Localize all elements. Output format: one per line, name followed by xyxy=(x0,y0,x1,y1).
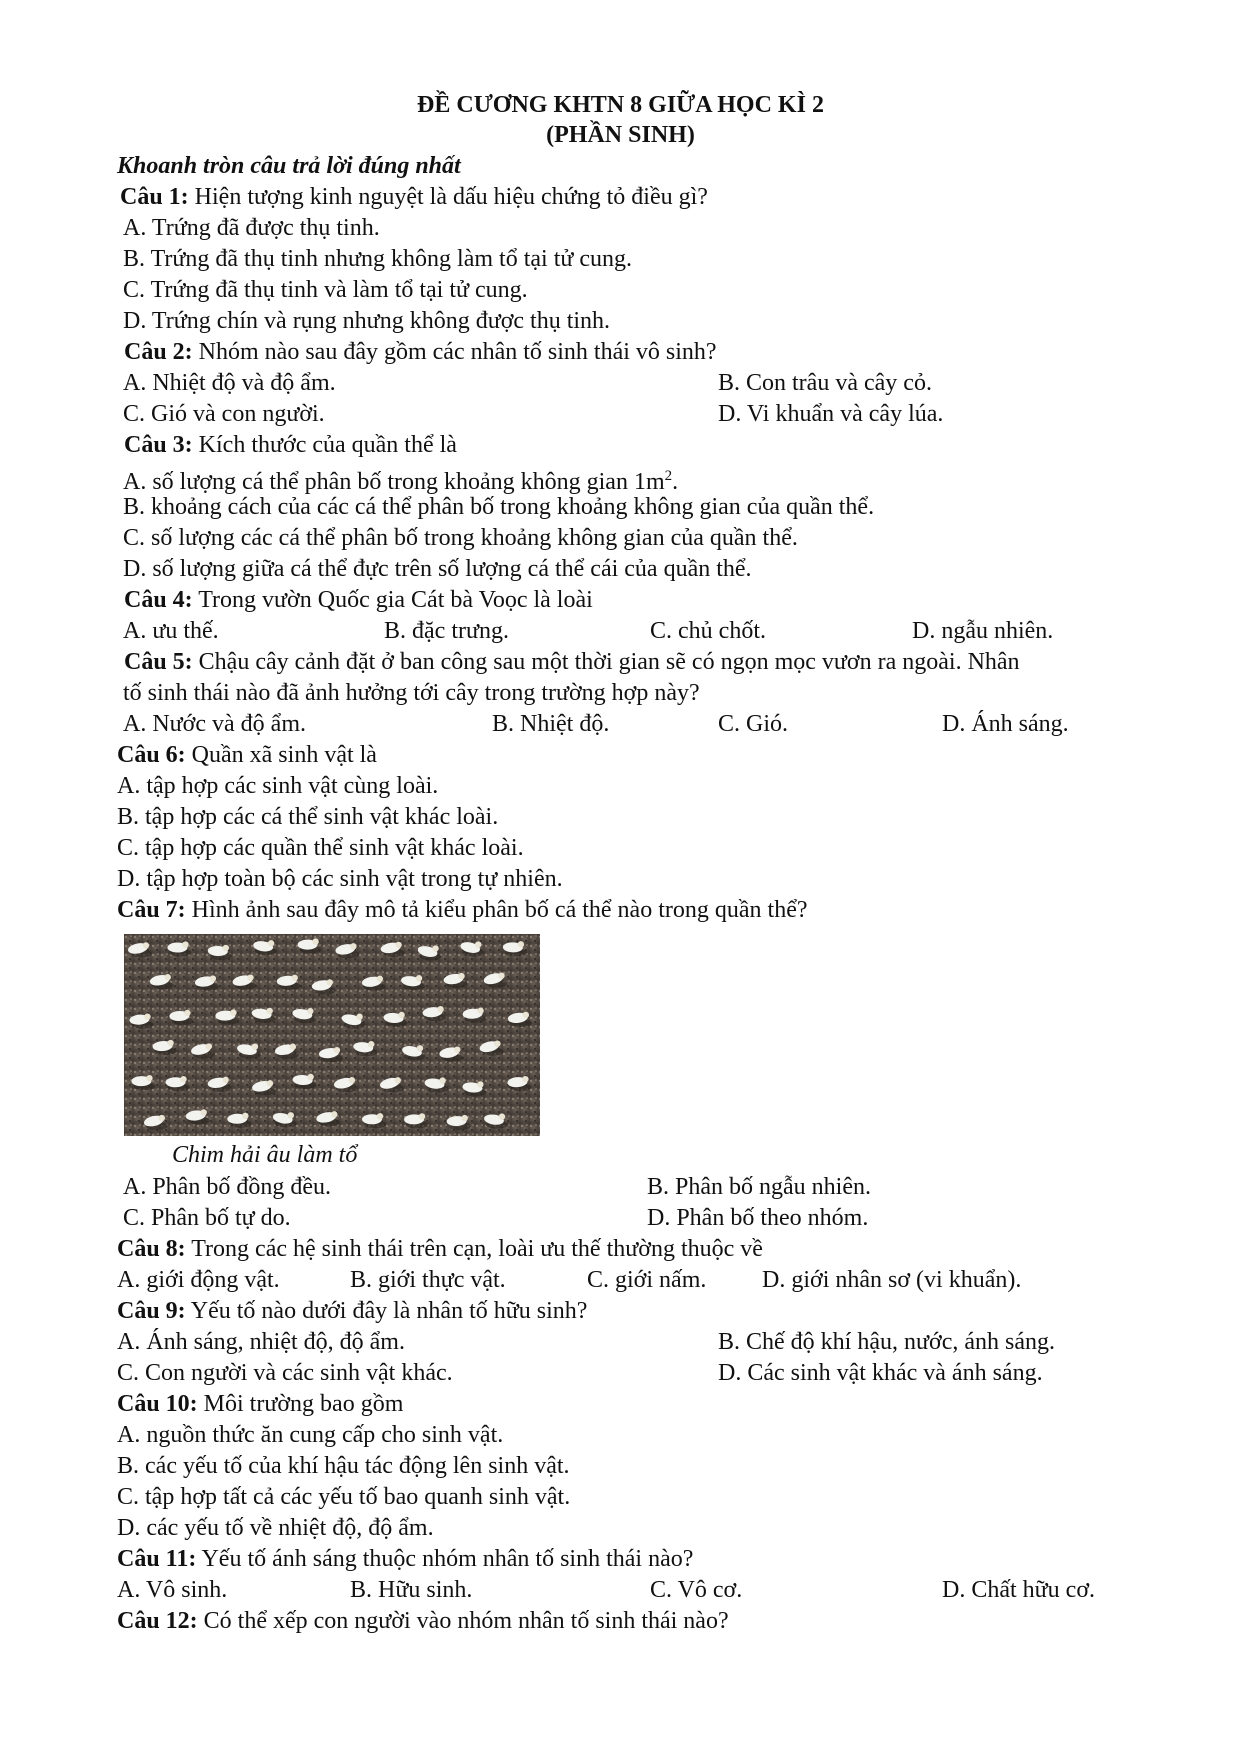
question-4 xyxy=(124,585,593,615)
option-2b: B. Con trâu và cây cỏ. xyxy=(718,370,932,396)
option-3d: D. số lượng giữa cá thể đực trên số lượng cá thể cái của quần thể. xyxy=(123,556,752,582)
question-text: Trong các hệ sinh thái trên cạn, loài ưu thế thường thuộc về xyxy=(185,1236,763,1262)
option-text: A. số lượng cá thể phân bố trong khoảng không gian 1m xyxy=(123,469,665,495)
question-label: Câu 10: xyxy=(117,1391,198,1417)
option-6c: C. tập hợp các quần thể sinh vật khác loài. xyxy=(117,835,524,861)
option-6a: A. tập hợp các sinh vật cùng loài. xyxy=(117,773,439,799)
option-5b: B. Nhiệt độ. xyxy=(492,711,610,737)
option-10d: D. các yếu tố về nhiệt độ, độ ẩm. xyxy=(117,1515,434,1541)
option-1b: B. Trứng đã thụ tinh nhưng không làm tổ tại tử cung. xyxy=(123,246,633,272)
option-10c: C. tập hợp tất cả các yếu tố bao quanh sinh vật. xyxy=(117,1484,571,1510)
question-2 xyxy=(124,337,717,367)
option-11a: A. Vô sinh. xyxy=(117,1577,228,1603)
seabird-colony-photo xyxy=(124,934,540,1136)
option-5a: A. Nước và độ ẩm. xyxy=(123,711,306,737)
option-6b: B. tập hợp các cá thể sinh vật khác loài. xyxy=(117,804,499,830)
question-11 xyxy=(117,1544,693,1574)
option-5c: C. Gió. xyxy=(718,711,789,737)
question-text: Yếu tố nào dưới đây là nhân tố hữu sinh? xyxy=(185,1298,588,1324)
question-label: Câu 5: xyxy=(124,649,193,675)
question-text: Môi trường bao gồm xyxy=(197,1391,404,1417)
option-tail: . xyxy=(672,469,679,495)
option-2a: A. Nhiệt độ và độ ẩm. xyxy=(123,370,336,396)
option-2c: C. Gió và con người. xyxy=(123,401,325,427)
question-10 xyxy=(117,1389,403,1419)
option-9d: D. Các sinh vật khác và ánh sáng. xyxy=(718,1360,1043,1386)
question-9 xyxy=(117,1296,587,1326)
question-8 xyxy=(117,1234,763,1264)
question-text: Nhóm nào sau đây gồm các nhân tố sinh thái vô sinh? xyxy=(192,339,717,365)
option-4d: D. ngẫu nhiên. xyxy=(912,618,1054,644)
question-1 xyxy=(120,182,708,212)
question-3 xyxy=(124,430,457,460)
question-12 xyxy=(117,1606,729,1636)
question-7 xyxy=(117,895,808,925)
option-1a: A. Trứng đã được thụ tinh. xyxy=(123,215,380,241)
document-title: ĐỀ CƯƠNG KHTN 8 GIỮA HỌC KÌ 2 xyxy=(417,92,824,118)
question-text: Quần xã sinh vật là xyxy=(185,742,377,768)
option-4b: B. đặc trưng. xyxy=(384,618,509,644)
option-6d: D. tập hợp toàn bộ các sinh vật trong tự nhiên. xyxy=(117,866,563,892)
question-label: Câu 8: xyxy=(117,1236,186,1262)
option-8c: C. giới nấm. xyxy=(587,1267,707,1293)
question-text: Có thể xếp con người vào nhóm nhân tố sinh thái nào? xyxy=(197,1608,729,1634)
question-5-cont: tố sinh thái nào đã ảnh hưởng tới cây trong trường hợp này? xyxy=(123,680,700,706)
image-caption: Chim hải âu làm tổ xyxy=(172,1142,358,1168)
question-label: Câu 3: xyxy=(124,432,193,458)
option-11b: B. Hữu sinh. xyxy=(350,1577,473,1603)
question-label: Câu 6: xyxy=(117,742,186,768)
option-8b: B. giới thực vật. xyxy=(350,1267,506,1293)
option-7d: D. Phân bố theo nhóm. xyxy=(647,1205,869,1231)
instruction: Khoanh tròn câu trả lời đúng nhất xyxy=(117,153,461,179)
option-7b: B. Phân bố ngẫu nhiên. xyxy=(647,1174,871,1200)
question-text: Hình ảnh sau đây mô tả kiểu phân bố cá thể nào trong quần thể? xyxy=(185,897,808,923)
question-label: Câu 12: xyxy=(117,1608,198,1634)
option-3b: B. khoảng cách của các cá thể phân bố trong khoảng không gian của quần thể. xyxy=(123,494,875,520)
option-11d: D. Chất hữu cơ. xyxy=(942,1577,1096,1603)
question-label: Câu 1: xyxy=(120,184,189,210)
option-4a: A. ưu thế. xyxy=(123,618,219,644)
option-9b: B. Chế độ khí hậu, nước, ánh sáng. xyxy=(718,1329,1055,1355)
option-2d: D. Vi khuẩn và cây lúa. xyxy=(718,401,944,427)
question-text: Hiện tượng kinh nguyệt là dấu hiệu chứng tỏ điều gì? xyxy=(188,184,708,210)
option-8d: D. giới nhân sơ (vi khuẩn). xyxy=(762,1267,1022,1293)
question-label: Câu 7: xyxy=(117,897,186,923)
option-9c: C. Con người và các sinh vật khác. xyxy=(117,1360,453,1386)
option-8a: A. giới động vật. xyxy=(117,1267,280,1293)
question-label: Câu 9: xyxy=(117,1298,186,1324)
question-text: Yếu tố ánh sáng thuộc nhóm nhân tố sinh thái nào? xyxy=(196,1546,694,1572)
question-6 xyxy=(117,740,377,770)
option-5d: D. Ánh sáng. xyxy=(942,711,1069,737)
option-3c: C. số lượng các cá thể phân bố trong khoảng không gian của quần thể. xyxy=(123,525,798,551)
question-text: Kích thước của quần thể là xyxy=(192,432,457,458)
option-4c: C. chủ chốt. xyxy=(650,618,766,644)
option-7c: C. Phân bố tự do. xyxy=(123,1205,291,1231)
question-label: Câu 11: xyxy=(117,1546,197,1572)
option-7a: A. Phân bố đồng đều. xyxy=(123,1174,331,1200)
question-label: Câu 2: xyxy=(124,339,193,365)
option-11c: C. Vô cơ. xyxy=(650,1577,743,1603)
option-1d: D. Trứng chín và rụng nhưng không được thụ tinh. xyxy=(123,308,611,334)
option-10b: B. các yếu tố của khí hậu tác động lên sinh vật. xyxy=(117,1453,570,1479)
seabird-colony-illustration xyxy=(124,934,540,1136)
option-9a: A. Ánh sáng, nhiệt độ, độ ẩm. xyxy=(117,1329,405,1355)
option-1c: C. Trứng đã thụ tinh và làm tổ tại tử cung. xyxy=(123,277,528,303)
question-5 xyxy=(124,647,1020,677)
option-10a: A. nguồn thức ăn cung cấp cho sinh vật. xyxy=(117,1422,504,1448)
document-subtitle: (PHẦN SINH) xyxy=(546,122,695,148)
question-text: Chậu cây cảnh đặt ở ban công sau một thời gian sẽ có ngọn mọc vươn ra ngoài. Nhân xyxy=(192,649,1020,675)
question-label: Câu 4: xyxy=(124,587,193,613)
superscript: 2 xyxy=(664,468,673,484)
question-text: Trong vườn Quốc gia Cát bà Voọc là loài xyxy=(192,587,593,613)
